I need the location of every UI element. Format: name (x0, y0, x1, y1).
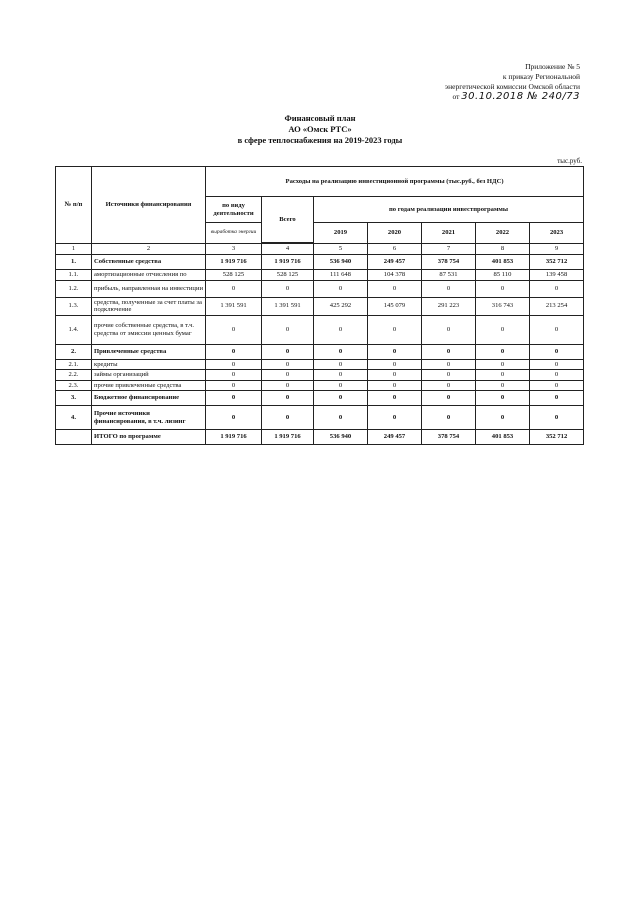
row-value: 0 (206, 370, 262, 381)
row-value: 536 940 (314, 254, 368, 269)
row-value: 0 (422, 391, 476, 406)
row-value: 0 (422, 315, 476, 344)
row-value: 0 (368, 315, 422, 344)
row-value: 528 125 (262, 269, 314, 280)
col-number: 1 (56, 244, 92, 255)
row-value: 213 254 (530, 297, 584, 315)
row-value: 0 (476, 280, 530, 297)
row-value: 0 (368, 280, 422, 297)
row-source: амортизационные отчисления по (92, 269, 206, 280)
row-value: 0 (262, 315, 314, 344)
row-value: 0 (368, 391, 422, 406)
row-number: 1.4. (56, 315, 92, 344)
title-line-3: в сфере теплоснабжения на 2019-2023 годы (237, 135, 403, 145)
row-value: 0 (206, 406, 262, 430)
table-row (56, 254, 584, 269)
row-number: 2.1. (56, 359, 92, 370)
col-number: 5 (314, 244, 368, 255)
row-value: 401 853 (476, 254, 530, 269)
row-source: Привлеченные средства (92, 344, 206, 359)
row-value: 0 (530, 280, 584, 297)
row-value: 1 919 716 (262, 430, 314, 445)
row-source: прочие собственные средства, в т.ч. средства от эмиссии ценных бумаг (92, 315, 206, 344)
row-number: 1.2. (56, 280, 92, 297)
row-value: 111 648 (314, 269, 368, 280)
financial-plan-table (55, 166, 584, 445)
row-value: 0 (476, 391, 530, 406)
row-value: 0 (530, 391, 584, 406)
row-value: 0 (314, 406, 368, 430)
row-value: 0 (206, 344, 262, 359)
row-value: 536 940 (314, 430, 368, 445)
header-by-years: по годам реализации инвестпрограммы (314, 197, 584, 223)
row-value: 291 223 (422, 297, 476, 315)
col-number: 3 (206, 244, 262, 255)
row-source: ИТОГО по программе (92, 430, 206, 445)
title-line-2: АО «Омск РТС» (288, 124, 352, 134)
row-number: 1.1. (56, 269, 92, 280)
header-year-2020: 2020 (368, 223, 422, 244)
header-year-2019: 2019 (314, 223, 368, 244)
row-value: 0 (206, 380, 262, 391)
row-value: 139 458 (530, 269, 584, 280)
row-value: 0 (368, 380, 422, 391)
header-num: № п/п (56, 167, 92, 244)
row-value: 0 (530, 359, 584, 370)
row-value: 378 754 (422, 430, 476, 445)
row-value: 0 (422, 370, 476, 381)
row-value: 0 (368, 359, 422, 370)
handwritten-date-number: 30.10.2018 № 240/73 (461, 91, 580, 102)
annex-date-prefix: от (452, 92, 460, 101)
row-value: 0 (422, 406, 476, 430)
row-source: кредиты (92, 359, 206, 370)
row-value: 0 (314, 380, 368, 391)
row-source: займы организаций (92, 370, 206, 381)
header-expenses: Расходы на реализацию инвестиционной программы (тыс.руб., без НДС) (206, 167, 584, 197)
row-source: прибыль, направленная на инвестиции (92, 280, 206, 297)
table-row (56, 297, 584, 315)
table-row (56, 280, 584, 297)
col-number: 2 (92, 244, 206, 255)
annex-line-2: к приказу Региональной (502, 72, 580, 81)
row-value: 425 292 (314, 297, 368, 315)
row-value: 0 (530, 315, 584, 344)
col-number: 8 (476, 244, 530, 255)
row-value: 0 (206, 280, 262, 297)
table-row (56, 370, 584, 381)
units-label: тыс.руб. (557, 157, 582, 165)
row-value: 378 754 (422, 254, 476, 269)
row-value: 0 (314, 391, 368, 406)
header-year-2023: 2023 (530, 223, 584, 244)
row-source: Прочие источники финансирования, в т.ч. лизинг (92, 406, 206, 430)
row-value: 1 391 591 (206, 297, 262, 315)
row-value: 0 (368, 344, 422, 359)
row-value: 0 (314, 315, 368, 344)
row-value: 1 919 716 (206, 430, 262, 445)
row-value: 0 (530, 344, 584, 359)
annex-block (380, 62, 580, 102)
row-value: 1 919 716 (262, 254, 314, 269)
row-value: 0 (206, 359, 262, 370)
row-source: средства, полученные за счет платы за подключение (92, 297, 206, 315)
row-value: 0 (262, 391, 314, 406)
row-value: 0 (314, 359, 368, 370)
row-value: 0 (422, 344, 476, 359)
row-value: 0 (262, 359, 314, 370)
row-value: 0 (314, 370, 368, 381)
row-value: 249 457 (368, 430, 422, 445)
header-year-2021: 2021 (422, 223, 476, 244)
row-number (56, 430, 92, 445)
header-year-2022: 2022 (476, 223, 530, 244)
table-row (56, 391, 584, 406)
row-value: 0 (314, 344, 368, 359)
table-row (56, 269, 584, 280)
title-line-1: Финансовый план (284, 113, 356, 123)
row-number: 1. (56, 254, 92, 269)
row-value: 316 743 (476, 297, 530, 315)
row-value: 0 (476, 370, 530, 381)
table-row (56, 406, 584, 430)
col-number: 4 (262, 244, 314, 255)
header-by-activity: по виду деятельности (206, 197, 262, 223)
row-value: 1 919 716 (206, 254, 262, 269)
row-value: 0 (476, 344, 530, 359)
col-number: 6 (368, 244, 422, 255)
row-value: 0 (530, 380, 584, 391)
column-number-row (56, 244, 584, 255)
row-number: 3. (56, 391, 92, 406)
row-value: 528 125 (206, 269, 262, 280)
document-title (0, 113, 640, 146)
row-value: 0 (422, 280, 476, 297)
row-source: Собственные средства (92, 254, 206, 269)
table-row (56, 380, 584, 391)
col-number: 7 (422, 244, 476, 255)
col-number: 9 (530, 244, 584, 255)
row-value: 0 (476, 359, 530, 370)
row-value: 0 (368, 406, 422, 430)
row-value: 0 (262, 370, 314, 381)
row-value: 0 (530, 370, 584, 381)
row-value: 0 (476, 406, 530, 430)
row-value: 0 (422, 359, 476, 370)
annex-line-3: энергетической комиссии Омской области (444, 82, 580, 91)
table-row (56, 430, 584, 445)
row-value: 249 457 (368, 254, 422, 269)
row-value: 104 378 (368, 269, 422, 280)
row-value: 87 531 (422, 269, 476, 280)
annex-line-4 (380, 92, 580, 102)
row-number: 1.3. (56, 297, 92, 315)
row-number: 2.2. (56, 370, 92, 381)
row-value: 401 853 (476, 430, 530, 445)
row-number: 2. (56, 344, 92, 359)
row-value: 0 (262, 380, 314, 391)
row-source: прочие привлеченные средства (92, 380, 206, 391)
row-value: 0 (262, 280, 314, 297)
row-number: 2.3. (56, 380, 92, 391)
table-row (56, 359, 584, 370)
row-value: 1 391 591 (262, 297, 314, 315)
header-activity-sub: выработка энергии (206, 223, 262, 244)
header-source: Источники финансирования (92, 167, 206, 244)
header-total: Всего (262, 197, 314, 243)
table-row (56, 344, 584, 359)
row-number: 4. (56, 406, 92, 430)
row-value: 0 (476, 380, 530, 391)
row-value: 0 (368, 370, 422, 381)
annex-line-1: Приложение № 5 (525, 62, 580, 71)
row-value: 145 079 (368, 297, 422, 315)
row-value: 352 712 (530, 430, 584, 445)
row-value: 85 110 (476, 269, 530, 280)
row-value: 0 (476, 315, 530, 344)
row-value: 0 (530, 406, 584, 430)
row-value: 0 (206, 315, 262, 344)
row-value: 0 (262, 344, 314, 359)
row-value: 0 (262, 406, 314, 430)
table-row (56, 315, 584, 344)
row-value: 352 712 (530, 254, 584, 269)
row-value: 0 (314, 280, 368, 297)
row-value: 0 (422, 380, 476, 391)
row-value: 0 (206, 391, 262, 406)
row-source: Бюджетное финансирование (92, 391, 206, 406)
